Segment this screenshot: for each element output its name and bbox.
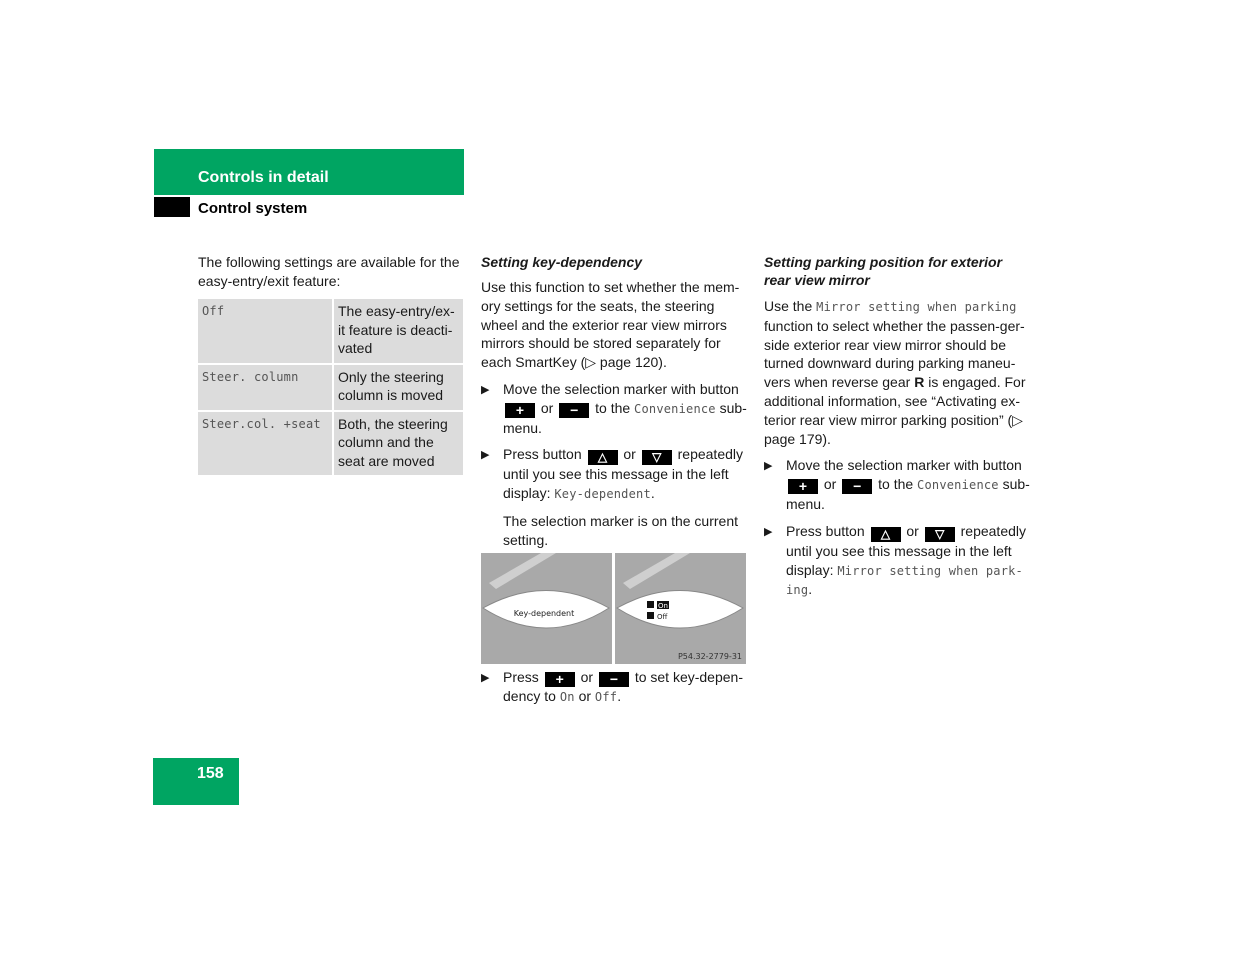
intro-text: The following settings are available for the easy-entry/exit feature: xyxy=(198,254,460,289)
step-move-marker: ▶ Move the selection marker with button + or − to the Convenience sub-menu. xyxy=(764,457,1030,512)
subsection-title: Control system xyxy=(198,200,308,217)
parking-paragraph: Use the Mirror setting when parking function to select whether the passen-ger-side exterior rear view mirror should be turned downward during parking maneu-vers when reverse gear R is engaged. For additional information, see “Activating ex-terior rear view mirror parking position” (▷ page 179). xyxy=(764,298,1026,447)
up-arrow-button-icon: △ xyxy=(588,450,618,465)
plus-button-icon: + xyxy=(545,672,575,687)
table-value: The easy-entry/ex-it feature is deacti-vated xyxy=(333,299,463,364)
figure-on-text: On xyxy=(658,602,668,610)
heading-parking-position: Setting parking position for exterior rear view mirror xyxy=(764,254,1003,288)
plus-button-icon: + xyxy=(788,479,818,494)
display-figure xyxy=(481,553,746,664)
page-number: 158 xyxy=(197,765,224,782)
column-3 xyxy=(764,253,1032,600)
step-press-button: ▶ Press button △ or ▽ repeatedly until you see this message in the left display: Mirror setting when park-ing. xyxy=(764,522,1027,598)
selection-note: The selection marker is on the current setting. xyxy=(503,512,738,548)
column-2-bottom xyxy=(481,668,749,707)
minus-button-icon: − xyxy=(559,403,589,418)
display-illustration xyxy=(481,553,746,664)
table-row xyxy=(198,411,463,477)
page-number-box xyxy=(153,758,239,805)
figure-off-text: Off xyxy=(657,613,668,621)
column-2 xyxy=(481,253,749,550)
plus-button-icon: + xyxy=(505,403,535,418)
triangle-bullet-icon: ▶ xyxy=(481,672,490,684)
table-value: Only the steering column is moved xyxy=(333,364,463,411)
minus-button-icon: − xyxy=(842,479,872,494)
down-arrow-button-icon: ▽ xyxy=(925,527,955,542)
triangle-bullet-icon: ▶ xyxy=(764,525,773,538)
table-row xyxy=(198,299,463,364)
table-value: Both, the steering column and the seat are moved xyxy=(333,411,463,477)
down-arrow-button-icon: ▽ xyxy=(642,450,672,465)
up-arrow-button-icon: △ xyxy=(871,527,901,542)
table-key: Off xyxy=(198,299,333,364)
section-title: Controls in detail xyxy=(198,169,329,186)
table-row xyxy=(198,364,463,411)
table-key: Steer. column xyxy=(198,364,333,411)
figure-code: P54.32-2779-31 xyxy=(677,652,742,661)
settings-table xyxy=(198,299,463,477)
triangle-bullet-icon: ▶ xyxy=(764,460,773,473)
subsection-marker xyxy=(154,197,190,217)
column-1 xyxy=(198,253,464,291)
minus-button-icon: − xyxy=(599,672,629,687)
step-press-button: ▶ Press button △ or ▽ repeatedly until you see this message in the left display: Key-dependent. xyxy=(481,446,744,502)
figure-left-text: Key-dependent xyxy=(513,609,575,618)
step-move-marker: ▶ Move the selection marker with button + or − to the Convenience sub-menu. xyxy=(481,380,747,436)
step-set-key-dependency: ▶ Press + or − to set key-depen-dency to On or Off. xyxy=(481,669,743,704)
triangle-bullet-icon: ▶ xyxy=(481,449,490,462)
triangle-bullet-icon: ▶ xyxy=(481,383,490,396)
key-dependency-paragraph: Use this function to set whether the mem-ory settings for the seats, the steering wheel and the exterior rear view mirrors mirrors should be stored separately for each SmartKey (▷ page 120). xyxy=(481,279,740,371)
section-header-bar xyxy=(154,149,464,195)
table-key: Steer.col. +seat xyxy=(198,411,333,477)
heading-key-dependency: Setting key-dependency xyxy=(481,254,643,270)
